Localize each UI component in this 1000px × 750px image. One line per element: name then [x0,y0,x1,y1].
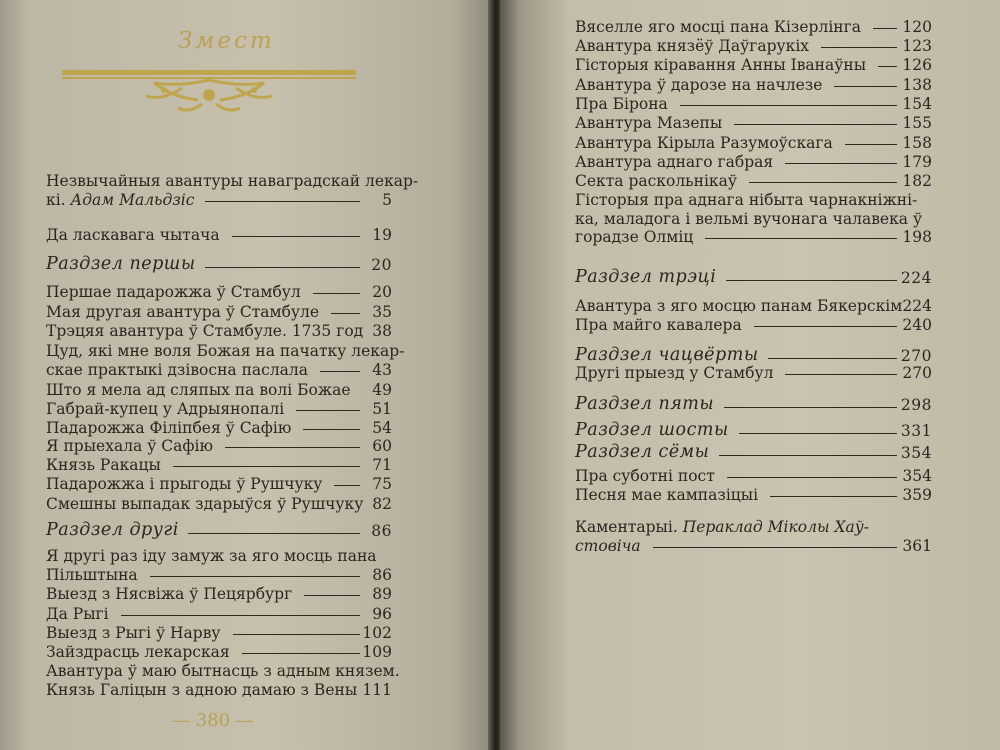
dot-leader [705,238,897,239]
entry-text: Пра Бірона [575,95,668,113]
entry-text: Песня мае кампазіцыі [575,486,759,504]
entry-text: Гісторыя кіравання Анны Іванаўны [575,56,867,74]
page-ref: 38 [372,322,392,340]
page-ref: 89 [372,585,392,603]
page-ref: 20 [372,283,392,301]
page-ref: 60 [372,437,392,455]
entry-line [46,566,138,584]
entry-line [575,395,714,413]
entry-text: Зайздрасць лекарская [46,643,230,661]
page-ref: 361 [902,536,932,555]
dot-leader [785,163,897,164]
entry-text: Раздзел другі [46,520,179,540]
page-ref: 138 [902,76,932,94]
entry-text: Раздзел сёмы [575,442,710,462]
entry-text: Габрай-купец у Адрыянопалі [46,400,285,418]
dot-leader [225,447,360,448]
page-ref: 158 [902,134,932,152]
dot-leader [726,280,897,281]
page-ref: 51 [372,400,392,418]
dot-leader [785,374,897,375]
entry-text: Я прыехала ў Сафію [46,437,213,455]
entry-text: Пра суботні пост [575,467,715,485]
dot-leader [719,455,897,456]
page-ref: 5 [382,190,392,209]
entry-text: Смешны выпадак здарыўся ў Рушчуку [46,495,364,513]
page-ref: 154 [902,95,932,113]
entry-text: Раздзел чацвёрты [575,345,759,365]
entry-line [46,662,400,680]
entry-text: Пра майго кавалера [575,316,742,334]
entry-text: Авантура ў маю бытнасць з адным князем. [46,662,400,680]
page-ref: 71 [372,456,392,474]
page-ref: 19 [372,226,392,244]
dot-leader [296,410,360,411]
entry-line [46,226,220,244]
entry-line [575,364,773,382]
page-ref: 354 [900,444,932,462]
dot-leader [739,433,897,434]
entry-author: Адам Мальдзіс [70,190,195,209]
entry-text: Раздзел першы [46,254,196,274]
entry-line [46,400,284,418]
entry-line [46,361,308,379]
entry-text: Авантура Кірыла Разумоўскага [575,134,833,152]
entry-line [46,419,291,437]
dot-leader [727,477,897,478]
entry-text: Гісторыя пра аднага нібыта чарнакніжні- [575,191,918,209]
dot-leader [242,653,360,654]
entry-line [575,316,742,334]
page-ref: 126 [902,56,932,74]
entry-text: Князь Галіцын з адною дамаю з Вены [46,680,358,699]
dot-leader [845,144,897,145]
entry-text: скае практыкі дзівосна паслала [46,360,308,379]
dot-leader [834,86,897,87]
dot-leader [233,634,360,635]
page-ref: 155 [902,114,932,132]
entry-text: Авантура ў дарозе на начлезе [575,76,823,94]
page-ref: 270 [900,347,932,365]
entry-line [46,437,213,455]
entry-line [575,134,833,152]
page-ref: 49 [372,381,392,399]
entry-text: Трэцяя авантура ў Стамбуле. 1735 год [46,322,364,340]
entry-text: Цуд, які мне воля Божая на пачатку лекар- [46,342,405,360]
page-ref: 331 [900,422,932,440]
entry-line [46,643,230,661]
dot-leader [232,236,360,237]
entry-line [46,191,194,209]
contents-heading: Змест [178,28,275,54]
entry-line [46,342,404,360]
dot-leader [205,267,360,268]
page-ref: 359 [902,486,932,504]
entry-line [46,283,301,301]
dot-leader [749,182,897,183]
entry-line [46,547,377,565]
entry-text: Пільштына [46,565,138,584]
entry-text: горадзе Олміц [575,228,694,246]
page-ref: 54 [372,419,392,437]
entry-text: Падарожжа і прыгоды ў Рушчуку [46,475,323,493]
entry-text: Вяселле яго мосці пана Кізерлінга [575,18,861,36]
entry-line [575,486,758,504]
page-ref: 179 [902,153,932,171]
entry-line [46,303,319,321]
entry-line [46,585,292,603]
page-ref: 96 [372,605,392,623]
entry-line [46,255,196,273]
right-page [500,0,1000,750]
entry-line [575,346,759,364]
entry-line [575,297,902,315]
entry-text: Авантура князёў Даўгарукіх [575,37,810,55]
entry-text: Незвычайныя авантуры наваградскай лекар- [46,172,419,190]
entry-line [46,605,109,623]
page-ref: 224 [902,297,932,315]
entry-text: Раздзел шосты [575,420,729,440]
entry-line [575,172,737,190]
entry-text: Выезд з Нясвіжа ў Пецярбург [46,585,293,603]
page-ref: 182 [902,172,932,190]
page-ref: 35 [372,303,392,321]
entry-text: Другі прыезд у Стамбул [575,364,774,382]
entry-line [575,114,722,132]
entry-line [575,443,709,461]
entry-author: Пераклад Міколы Хаў- [682,518,869,536]
entry-text: Да ласкавага чытача [46,226,220,244]
entry-text: Мая другая авантура ў Стамбуле [46,303,320,321]
dot-leader [821,47,897,48]
entry-line [46,681,357,699]
page-ref: 43 [372,360,392,379]
entry-text: Раздзел пяты [575,394,715,414]
entry-line [575,76,822,94]
entry-line [575,18,861,36]
page-ref: 198 [902,228,932,246]
page-ref: 354 [902,467,932,485]
page-ref: 82 [372,495,392,513]
entry-line [46,624,221,642]
entry-line [575,518,869,536]
entry-text: ка, маладога і вельмі вучонага чалавека ў [575,209,923,228]
dot-leader [173,466,360,467]
entry-text: Выезд з Рыгі ў Нарву [46,624,221,642]
dot-leader [150,576,360,577]
dot-leader [188,533,360,534]
page-ref: 270 [902,364,932,382]
entry-line [575,191,917,209]
entry-line [575,228,693,246]
page-ref: 123 [902,37,932,55]
page-ref: 75 [372,475,392,493]
entry-author: стовіча [575,536,641,555]
dot-leader [205,201,360,202]
page-ref: 20 [371,256,392,274]
dot-leader [770,496,897,497]
entry-line [575,421,729,439]
entry-line [575,268,716,286]
entry-line [575,37,809,55]
page-ref: 86 [371,522,392,540]
entry-line [575,467,715,485]
dot-leader [754,326,897,327]
entry-text: Авантура Мазепы [575,114,723,132]
page-ref: 86 [372,565,392,584]
page-ref: 224 [900,269,932,287]
entry-line [46,456,161,474]
dot-leader [734,124,897,125]
entry-text: Каментарыі. [575,518,683,536]
entry-text: Падарожжа Філіпбея ў Сафію [46,419,292,437]
entry-text: Я другі раз іду замуж за яго мосць пана [46,547,377,565]
entry-line [575,153,773,171]
entry-line [575,210,922,228]
dot-leader [768,358,897,359]
page-ref: 240 [902,316,932,334]
dot-leader [724,407,897,408]
entry-line [46,322,363,340]
left-page [0,0,492,750]
dot-leader [121,615,360,616]
page-number: — 380 — [172,710,254,731]
page-ref: 298 [900,396,932,414]
entry-line [46,381,351,399]
entry-line [46,495,363,513]
entry-line [46,475,322,493]
entry-text: Авантура з яго мосцю панам Бякерскім [575,297,903,315]
entry-text: Да Рыгі [46,605,109,623]
entry-text: Авантура аднаго габрая [575,153,774,171]
page-ref: 102 [362,624,392,642]
entry-text: Што я мела ад сляпых па волі Божае [46,381,351,399]
page-ref: 120 [902,18,932,36]
ornament-divider [62,62,356,116]
page-ref: 111 [362,680,392,699]
entry-line [46,521,179,539]
entry-text: Князь Ракацы [46,456,161,474]
entry-text: Раздзел трэці [575,267,717,287]
dot-leader [680,105,897,106]
page-ref: 109 [362,643,392,661]
entry-line [46,172,418,190]
entry-text: Першае падарожжа ў Стамбул [46,283,301,301]
entry-text: кі. [46,190,71,209]
entry-line [575,56,866,74]
entry-text: Секта раскольнікаў [575,172,737,190]
dot-leader [653,547,897,548]
entry-line [575,95,668,113]
